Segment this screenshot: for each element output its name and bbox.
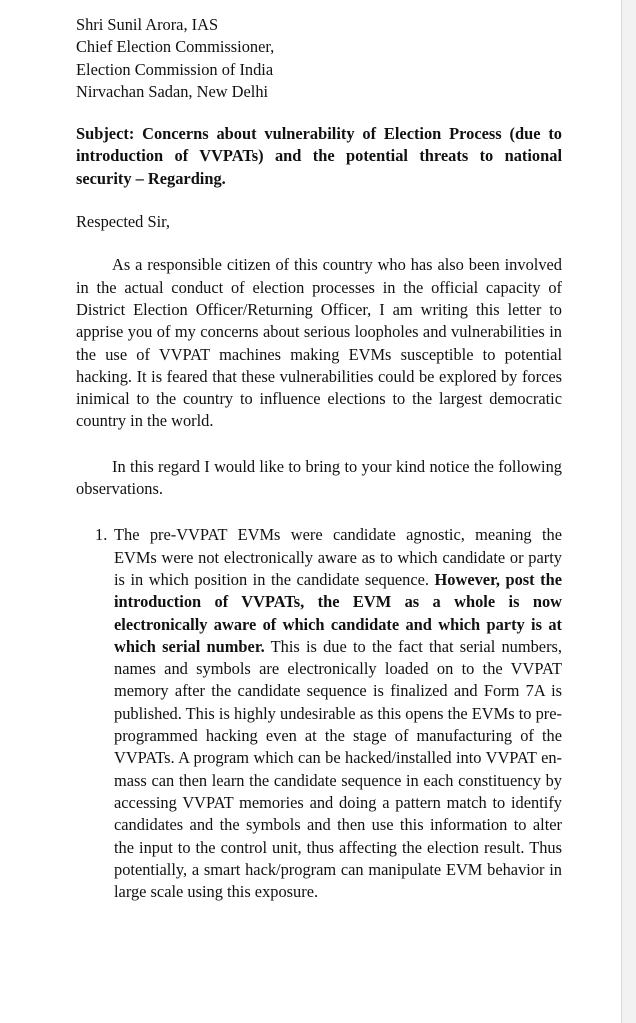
observation-text	[114, 524, 562, 903]
subject-line: Subject: Concerns about vulnerability of Election Process (due to introduction of VVPATs) and the potential threats to national security – Regarding.	[76, 124, 562, 188]
salutation: Respected Sir,	[76, 212, 171, 232]
observation-text-start: The pre-VVPAT EVMs were candidate agnostic, meaning the EVMs were not electronically aware as to which candidate or party is in which position in the candidate sequence.	[114, 525, 562, 589]
observation-text-emphasis: However, post the introduction of VVPATs, the EVM as a whole is now electronically aware of which candidate and which party is at which serial number.	[114, 569, 562, 656]
observation-item	[95, 524, 562, 903]
letter-body	[76, 14, 562, 903]
address-line-location: Nirvachan Sadan, New Delhi	[76, 81, 269, 101]
page-edge	[621, 0, 636, 1023]
address-line-name: Shri Sunil Arora, IAS	[76, 15, 219, 34]
observation-text-end: This is due to the fact that serial numbers, names and symbols are electronically loaded on to the VVPAT memory after the candidate sequence is finalized and Form 7A is published. This is highly undesirable as this opens the EVMs to pre-programmed hacking even at the stage of manufacturing of the VVPATs. A program which can be hacked/installed into VVPAT en-mass can then learn the candidate sequence in each constituency by accessing VVPAT memories and doing a pattern match to identify candidates and the symbols and then use this information to alter the input to the control unit, thus affecting the election result. Thus potentially, a smart hack/program can manipulate EVM behavior in large scale using this exposure.	[114, 636, 562, 902]
address-line-organization: Election Commission of India	[76, 59, 274, 79]
paragraph-observations-intro: In this regard I would like to bring to your kind notice the following observations.	[76, 456, 562, 499]
paragraph-introduction: As a responsible citizen of this country who has also been involved in the actual conduct of election processes in the official capacity of District Election Officer/Returning Officer, I am writing this letter to apprise you of my concerns about serious loopholes and vulnerabilities in the use of VVPAT machines making EVMs susceptible to potential hacking. It is feared that these vulnerabilities could be explored by forces inimical to the country to influence elections to the largest democratic country in the world.	[76, 255, 562, 431]
observation-list	[76, 524, 562, 903]
recipient-address	[76, 14, 562, 103]
observation-number: 1.	[95, 525, 108, 545]
address-line-designation: Chief Election Commissioner,	[76, 37, 275, 57]
